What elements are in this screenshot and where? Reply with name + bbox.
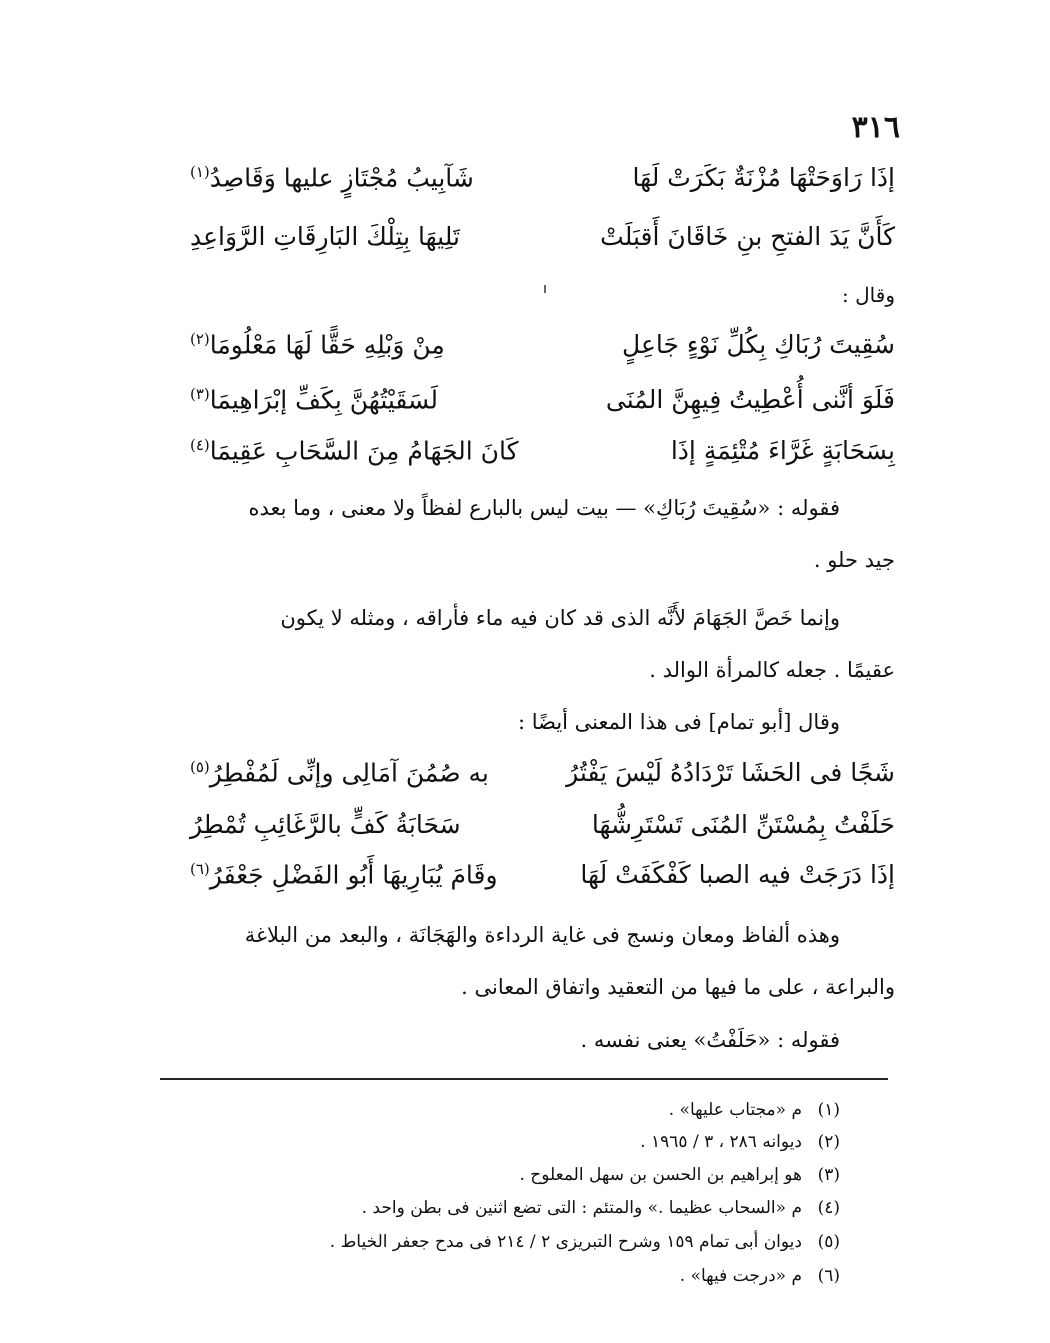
qala-heading: وقال :: [842, 283, 895, 307]
hemistich-text: لَسَقَيْتُهُنَّ بِكَفِّ إبْرَاهِيمَا: [209, 385, 438, 415]
footnote-number: (١): [817, 1100, 840, 1120]
footnote-text: ديوانه ٢٨٦ ، ٣ / ١٩٦٥ .: [640, 1132, 802, 1152]
footnote-number: (٢): [817, 1132, 840, 1152]
verse-hemistich-second: [190, 436, 519, 466]
verse-line: [190, 163, 895, 193]
footnote-number: (٥): [817, 1232, 840, 1252]
hemistich-text: مِنْ وَبْلِهِ حَقًّا لَهَا مَعْلُومَا: [209, 330, 445, 360]
footnote: [330, 1234, 840, 1251]
verse-hemistich-second: [190, 385, 438, 415]
hemistich-text: وقَامَ يُبَارِيهَا أَبُو الفَضْلِ جَعْفَرُ: [209, 860, 498, 890]
verse-hemistich-second: [190, 860, 498, 890]
footnote-marker: (٥): [190, 758, 210, 776]
verse-hemistich-second: [190, 758, 489, 788]
footnote-marker: (٦): [190, 860, 210, 878]
footnote-number: (٣): [817, 1165, 840, 1185]
footnote-marker: (١): [190, 163, 210, 181]
prose-line: والبراعة ، على ما فيها من التعقيد واتفاق المعانى .: [461, 975, 895, 999]
footnote-number: (٦): [817, 1266, 840, 1286]
prose-line: فقوله : «سُقِيتَ رُبَاكِ» — بيت ليس بالبارع لفظاً ولا معنى ، وما بعده: [248, 496, 840, 520]
footnote: [362, 1200, 840, 1217]
verse-line: [190, 436, 895, 466]
verse-hemistich-first: حَلَفْتُ بِمُسْتَنِّ المُنَى تَسْتَرِشُّهَا: [591, 810, 895, 839]
verse-line: [190, 758, 895, 788]
footnote-marker: (٤): [190, 436, 210, 454]
footnote-text: م «مجتاب عليها» .: [668, 1100, 802, 1120]
footnote-text: م «درجت فيها» .: [679, 1266, 802, 1286]
verse-hemistich-first: فَلَوَ أنَّنى أُعْطِيتُ فِيهِنَّ المُنَى: [605, 385, 895, 414]
verse-hemistich-first: إذَا رَاوَحَتْهَا مُزْنَةٌ بَكَرَتْ لَهَا: [632, 163, 895, 192]
verse-hemistich-first: سُقِيتَ رُبَاكِ بِكُلِّ نَوْءٍ جَاعِلٍ: [622, 330, 895, 359]
prose-line: فقوله : «حَلَفْتُ» يعنى نفسه .: [580, 1028, 840, 1052]
footnote-text: ديوان أبى تمام ١٥٩ وشرح التبريزى ٢ / ٢١٤ فى مدح جعفر الخياط .: [329, 1232, 802, 1252]
footnote-number: (٤): [817, 1198, 840, 1218]
verse-line: [190, 224, 895, 249]
verse-hemistich-first: بِسَحَابَةٍ غَرَّاءَ مُتْئِمَةٍ إذَا: [670, 436, 895, 465]
footnote: [640, 1134, 840, 1151]
print-speck: [544, 285, 546, 293]
verse-line: [190, 385, 895, 415]
prose-line: وهذه ألفاظ ومعان ونسج فى غاية الرداءة والهَجَانَة ، والبعد من البلاغة: [244, 923, 840, 947]
footnote: [680, 1268, 840, 1285]
verse-line: [190, 860, 895, 890]
prose-line: عقيمًا . جعله كالمرأة الوالد .: [649, 658, 895, 682]
footnote-marker: (٢): [190, 330, 210, 348]
footnote-divider: [160, 1078, 888, 1080]
verse-hemistich-second: سَحَابَةُ كَفٍّ بالرَّغَائِبِ تُمْطِرُ: [190, 810, 461, 839]
footnote: [519, 1167, 840, 1184]
verse-hemistich-first: شَجًا فى الحَشَا تَرْدَادُهُ لَيْسَ يَفْتُرُ: [566, 758, 895, 787]
verse-line: [190, 330, 895, 360]
hemistich-text: به صُمُنَ آمَالِى وإنِّى لَمُفْطِرُ: [209, 758, 489, 788]
footnote: [669, 1102, 840, 1119]
footnote-text: هو إبراهيم بن الحسن بن سهل المعلوح .: [519, 1165, 802, 1185]
qala-heading: وقال [أبو تمام] فى هذا المعنى أيضًا :: [517, 710, 840, 734]
verse-hemistich-second: [190, 330, 445, 360]
verse-hemistich-first: كَأَنَّ يَدَ الفتحِ بنِ خَاقَانَ أَقبَلَتْ: [600, 222, 895, 251]
footnote-text: م «السحاب عظيما .» والمتئم : التى تضع اثنين فى بطن واحد .: [361, 1198, 802, 1218]
page-number: ٣١٦: [851, 110, 900, 145]
prose-line: جيد حلو .: [813, 548, 895, 572]
verse-line: [190, 812, 895, 837]
verse-hemistich-second: تَلِيهَا بِتِلْكَ البَارِقَاتِ الرَّوَاعِدِ: [190, 222, 460, 251]
verse-hemistich-first: إذَا دَرَجَتْ فيه الصبا كَفْكَفَتْ لَهَا: [580, 860, 895, 889]
hemistich-text: كَانَ الجَهَامُ مِنَ السَّحَابِ عَقِيمَا: [209, 436, 519, 466]
footnote-marker: (٣): [190, 385, 210, 403]
verse-hemistich-second: [190, 163, 474, 193]
hemistich-text: شَآبِيبُ مُجْتَازٍ عليها وَقَاصِدُ: [209, 163, 474, 193]
prose-line: وإنما خَصَّ الجَهَامَ لأَنَّه الذى قد كان فيه ماء فأراقه ، ومثله لا يكون: [280, 606, 840, 630]
